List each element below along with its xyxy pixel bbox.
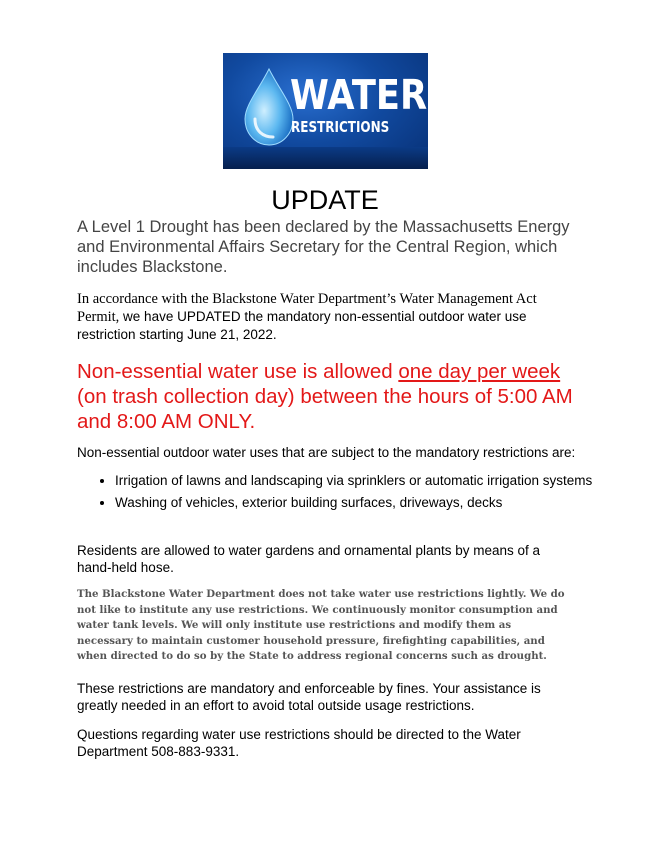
hand-held-hose-note: Residents are allowed to water gardens and ornamental plants by means of a hand-held hose. bbox=[77, 543, 541, 575]
permit-text-serif: In accordance with the Blackstone Water Department’s Water Management Act Permit, bbox=[77, 291, 537, 325]
allowed-text-before: Non-essential water use is allowed bbox=[77, 360, 399, 383]
permit-paragraph bbox=[77, 290, 572, 343]
allowed-text-after: (on trash collection day) between the hours of 5:00 AM and 8:00 AM ONLY. bbox=[77, 385, 573, 433]
page-title: UPDATE bbox=[271, 185, 379, 215]
contact-info: Questions regarding water use restrictions should be directed to the Water Department 508-883-9331. bbox=[77, 727, 521, 759]
allowed-usage-notice bbox=[77, 359, 577, 434]
fines-notice: These restrictions are mandatory and enforceable by fines. Your assistance is greatly needed in an effort to avoid total outside usage restrictions. bbox=[77, 681, 541, 713]
restricted-uses-list bbox=[77, 473, 605, 517]
list-item: • Washing of vehicles, exterior building surfaces, driveways, decks bbox=[115, 495, 605, 511]
permit-text-update: we have UPDATED the mandatory non-essential outdoor water use restriction starting June 21, 2022. bbox=[77, 309, 527, 342]
list-item: • Irrigation of lawns and landscaping via sprinklers or automatic irrigation systems bbox=[115, 473, 605, 489]
drought-declaration: A Level 1 Drought has been declared by the Massachusetts Energy and Environmental Affairs Secretary for the Central Region, which includes Blackstone. bbox=[77, 218, 570, 276]
water-restrictions-logo bbox=[223, 53, 428, 169]
logo-word-restrictions: RESTRICTIONS bbox=[291, 118, 390, 136]
logo-water-band bbox=[223, 147, 428, 169]
logo-word-water: WATER bbox=[290, 71, 428, 119]
department-statement: The Blackstone Water Department does not take water use restrictions lightly. We do not like to institute any use restrictions. We continuously monitor consumption and water tank levels. We will only institute use restrictions and modify them as necessary to maintain customer household pressure, firefighting capabilities, and when directed to do so by the State to address regional concerns such as drought. bbox=[77, 588, 565, 662]
allowed-frequency: one day per week bbox=[398, 360, 561, 383]
restricted-uses-intro: Non-essential outdoor water uses that are subject to the mandatory restrictions are: bbox=[77, 445, 576, 460]
